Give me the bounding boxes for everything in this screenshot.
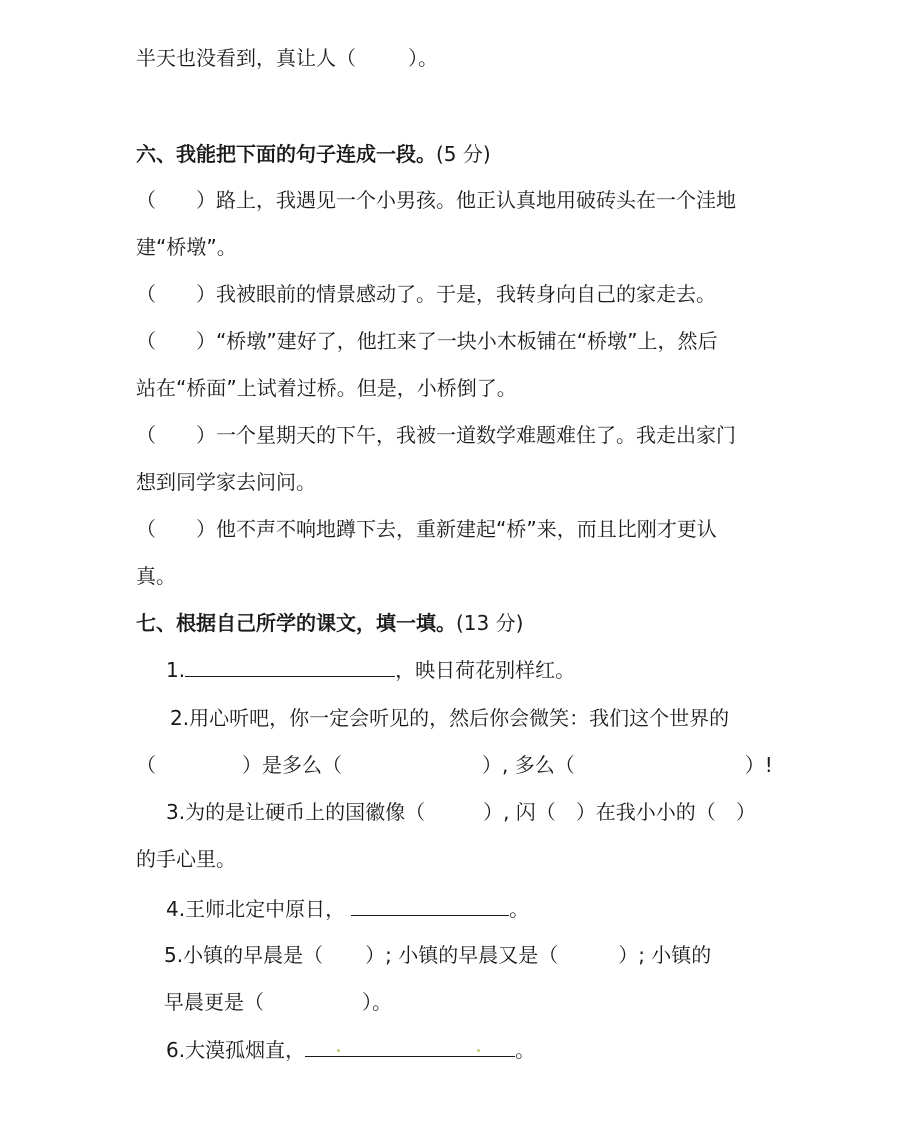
question-3-continuation: 的手心里。 — [136, 847, 236, 871]
answer-bracket[interactable]: （ ） — [136, 423, 216, 447]
answer-bracket[interactable]: （ ） — [136, 329, 216, 353]
question-3: 3.为的是让硬币上的国徽像（ ）, 闪（ ）在我小小的（ ） — [166, 800, 756, 824]
question-5: 5.小镇的早晨是（ ）; 小镇的早晨又是（ ）; 小镇的 — [164, 943, 712, 967]
answer-blank[interactable] — [305, 1036, 515, 1057]
list-item: （ ）我被眼前的情景感动了。于是，我转身向自己的家走去。 — [136, 282, 716, 306]
answer-bracket[interactable]: （ ） — [136, 282, 216, 306]
answer-bracket[interactable]: （ ） — [136, 188, 216, 212]
answer-bracket[interactable]: （ ） — [136, 517, 216, 541]
question-2: 2.用心听吧，你一定会听见的，然后你会微笑：我们这个世界的 — [170, 706, 730, 730]
section-6-title: 六、我能把下面的句子连成一段。(5 分) — [136, 142, 491, 166]
list-item: （ ）“桥墩”建好了，他扛来了一块小木板铺在“桥墩”上，然后 — [136, 329, 718, 353]
question-4: 4.王师北定中原日， 。 — [166, 897, 530, 921]
list-item-continuation: 真。 — [136, 564, 176, 588]
question-5-continuation: 早晨更是（ ）。 — [164, 990, 392, 1014]
question-6: 6.大漠孤烟直， 。 — [166, 1038, 536, 1062]
list-item: （ ）一个星期天的下午，我被一道数学难题难住了。我走出家门 — [136, 423, 736, 447]
list-item-continuation: 站在“桥面”上试着过桥。但是，小桥倒了。 — [136, 376, 517, 400]
list-item: （ ）路上，我遇见一个小男孩。他正认真地用破砖头在一个洼地 — [136, 188, 736, 212]
top-line: 半天也没看到，真让人（ ）。 — [136, 46, 438, 70]
question-2-blanks: （ ）是多么（ ）, 多么（ ）! — [136, 753, 773, 777]
question-1: 1. ，映日荷花别样红。 — [166, 658, 576, 682]
section-7-title: 七、根据自己所学的课文，填一填。(13 分) — [136, 611, 524, 635]
answer-blank[interactable] — [185, 656, 395, 677]
list-item-continuation: 想到同学家去问问。 — [136, 470, 316, 494]
list-item: （ ）他不声不响地蹲下去，重新建起“桥”来，而且比刚才更认 — [136, 517, 717, 541]
list-item-continuation: 建“桥墩”。 — [136, 235, 237, 259]
answer-blank[interactable] — [351, 895, 509, 916]
